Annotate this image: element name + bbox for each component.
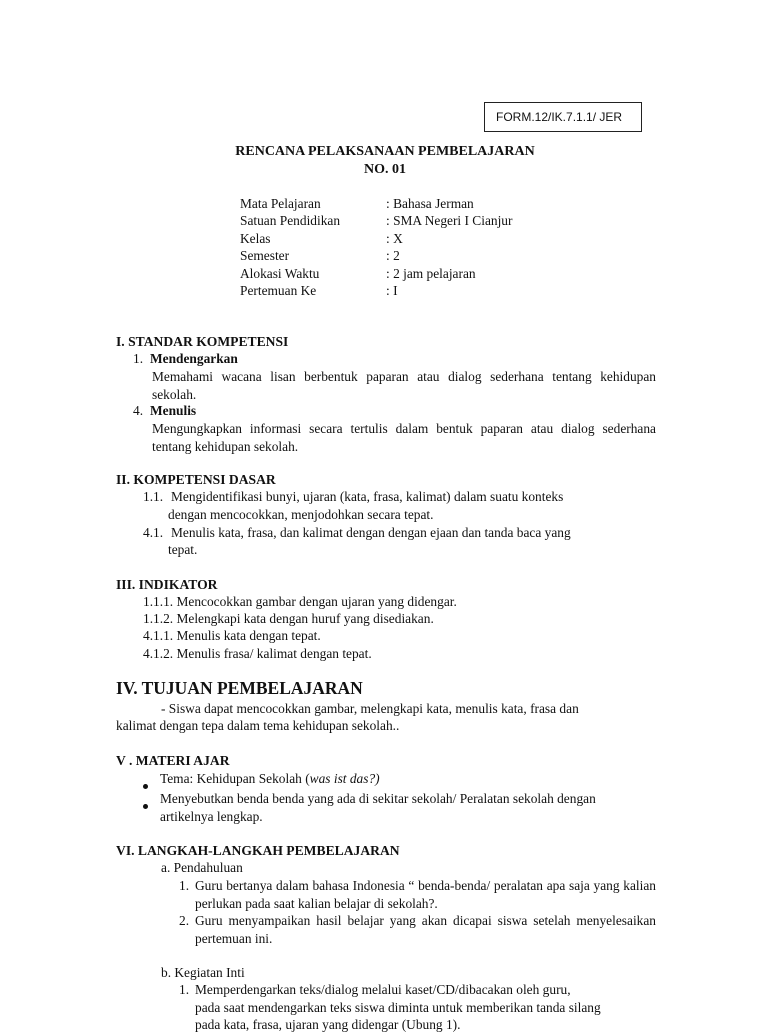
indikator-item: 1.1.2. Melengkapi kata dengan huruf yang disediakan. [143, 611, 434, 626]
info-row [240, 195, 512, 212]
sk-item-title: Mendengarkan [150, 351, 238, 366]
section-heading-kd: II. KOMPETENSI DASAR [116, 472, 276, 487]
langkah-b-line: Memperdengarkan teks/dialog melalui kaset/CD/dibacakan oleh guru, [195, 982, 571, 997]
langkah-sub-b: b. Kegiatan Inti [161, 965, 245, 980]
form-code-box [484, 102, 642, 132]
document-number: NO. 01 [364, 162, 406, 177]
materi-bullet-continuation: artikelnya lengkap. [160, 809, 263, 824]
info-value: : I [386, 282, 398, 298]
section-heading-langkah: VI. LANGKAH-LANGKAH PEMBELAJARAN [116, 843, 400, 858]
indikator-item: 1.1.1. Mencocokkan gambar dengan ujaran yang didengar. [143, 594, 457, 609]
info-key: Semester [240, 248, 290, 264]
document-title: RENCANA PELAKSANAAN PEMBELAJARAN [235, 144, 535, 159]
section-heading-sk: I. STANDAR KOMPETENSI [116, 334, 289, 349]
section-heading-materi: V . MATERI AJAR [116, 753, 230, 768]
section-heading-indikator: III. INDIKATOR [116, 577, 218, 592]
sk-item-title: Menulis [150, 403, 197, 418]
info-table [240, 195, 512, 299]
info-row [240, 230, 512, 247]
sk-item-number: 4. [133, 403, 144, 418]
langkah-b-number: 1. [179, 982, 190, 997]
langkah-b-line: pada kata, frasa, ujaran yang didengar (Ubung 1). [195, 1017, 461, 1032]
info-row [240, 247, 512, 264]
bullet-icon [143, 790, 160, 814]
kd-item-number: 1.1. [143, 489, 164, 504]
langkah-a-number: 2. [179, 913, 190, 928]
tujuan-line: - Siswa dapat mencocokkan gambar, melengkapi kata, menulis kata, frasa dan [161, 701, 579, 716]
info-row [240, 282, 512, 299]
form-code: FORM.12/IK.7.1.1/ JER [496, 110, 623, 124]
info-key: Kelas [240, 230, 271, 246]
langkah-b-line: pada saat mendengarkan teks siswa diminta untuk memberikan tanda silang [195, 1000, 601, 1015]
info-value: : 2 [386, 248, 400, 264]
info-key: Satuan Pendidikan [240, 213, 341, 229]
langkah-sub-a: a. Pendahuluan [161, 860, 243, 875]
sk-item-text: Mengungkapkan informasi secara tertulis dalam bentuk paparan atau dialog sederhana tentang kehidupan sekolah. [152, 421, 656, 454]
kd-item-line: dengan mencocokkan, menjodohkan secara tepat. [168, 507, 434, 522]
info-value: : SMA Negeri I Cianjur [386, 213, 513, 229]
info-value: : 2 jam pelajaran [386, 265, 476, 281]
info-key: Mata Pelajaran [240, 196, 321, 211]
kd-item-line: Mengidentifikasi bunyi, ujaran (kata, frasa, kalimat) dalam suatu konteks [171, 489, 564, 504]
info-key: Pertemuan Ke [240, 282, 317, 298]
materi-bullet-italic: was ist das?) [309, 771, 380, 786]
materi-bullet-plain: Tema: Kehidupan Sekolah ( [160, 771, 310, 786]
indikator-item: 4.1.1. Menulis kata dengan tepat. [143, 628, 321, 643]
langkah-a-text: Guru menyampaikan hasil belajar yang akan dicapai siswa setelah menyelesaikan pertemuan ini. [195, 913, 656, 946]
info-row [240, 212, 512, 229]
info-row [240, 265, 512, 282]
tujuan-line: kalimat dengan tepa dalam tema kehidupan sekolah.. [116, 718, 400, 733]
info-value: : Bahasa Jerman [386, 196, 474, 211]
indikator-item: 4.1.2. Menulis frasa/ kalimat dengan tepat. [143, 646, 372, 661]
kd-item-number: 4.1. [143, 525, 164, 540]
materi-bullet-text: Menyebutkan benda benda yang ada di sekitar sekolah/ Peralatan sekolah dengan [160, 791, 596, 806]
langkah-a-number: 1. [179, 878, 190, 893]
langkah-a-text: Guru bertanya dalam bahasa Indonesia “ benda-benda/ peralatan apa saja yang kalian perlukan pada saat kalian belajar di sekolah?. [195, 878, 656, 911]
info-key: Alokasi Waktu [240, 265, 320, 281]
section-heading-tujuan: IV. TUJUAN PEMBELAJARAN [116, 678, 363, 698]
info-value: : X [386, 230, 403, 246]
kd-item-line: Menulis kata, frasa, dan kalimat dengan dengan ejaan dan tanda baca yang [171, 525, 571, 540]
sk-item-number: 1. [133, 351, 144, 366]
kd-item-line: tepat. [168, 542, 198, 557]
sk-item-text: Memahami wacana lisan berbentuk paparan atau dialog sederhana tentang kehidupan sekolah. [152, 369, 656, 402]
